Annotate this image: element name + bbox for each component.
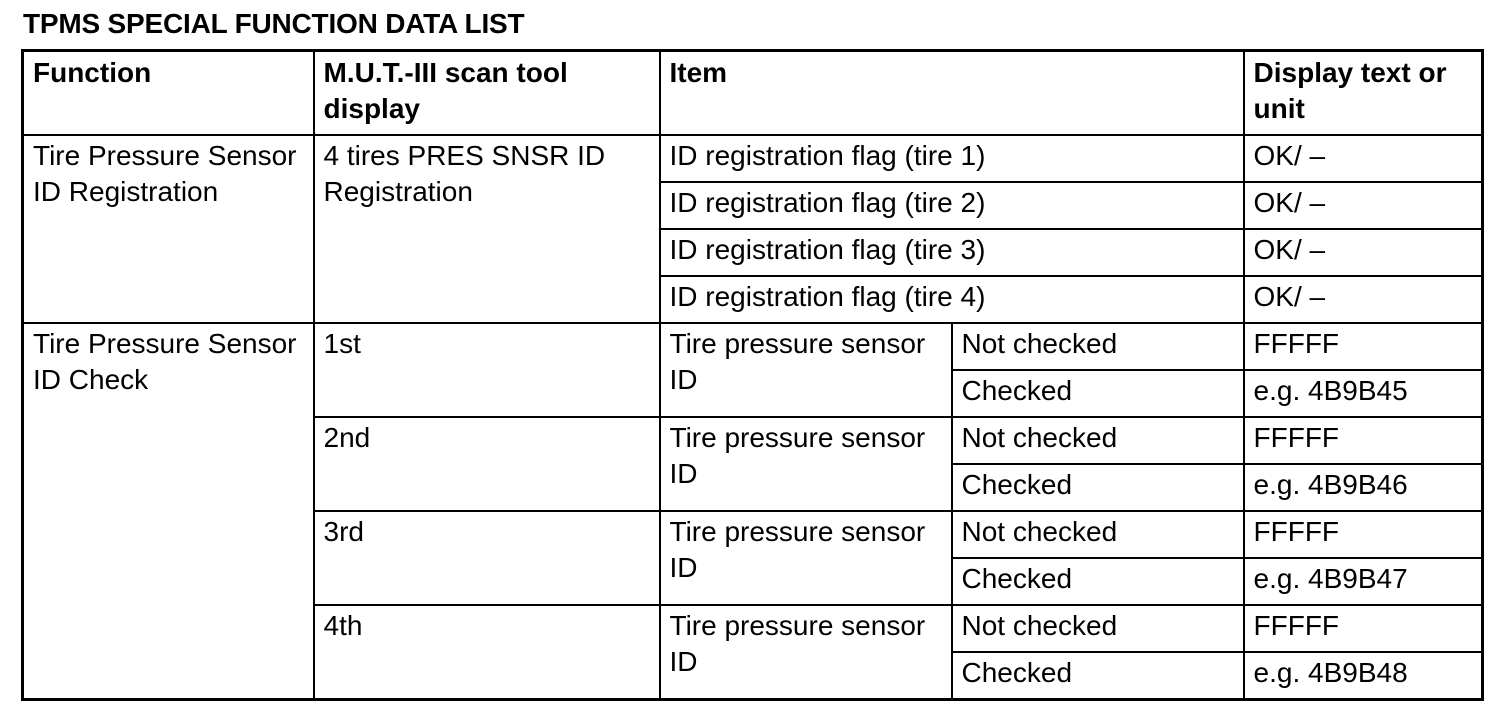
check-item-cell: Tire pressure sensor ID (660, 323, 952, 417)
registration-unit-cell: OK/ – (1244, 135, 1483, 182)
check-function-cell: Tire Pressure Sensor ID Check (23, 323, 314, 700)
registration-item-cell: ID registration flag (tire 4) (660, 276, 1244, 323)
check-state-cell: Not checked (952, 511, 1244, 558)
check-value-cell: e.g. 4B9B46 (1244, 464, 1483, 511)
check-value-cell: e.g. 4B9B47 (1244, 558, 1483, 605)
check-state-cell: Checked (952, 370, 1244, 417)
check-display-cell: 2nd (314, 417, 660, 511)
check-display-cell: 3rd (314, 511, 660, 605)
check-state-cell: Checked (952, 464, 1244, 511)
check-state-cell: Checked (952, 558, 1244, 605)
check-state-cell: Not checked (952, 323, 1244, 370)
table-row (23, 323, 1483, 370)
registration-item-cell: ID registration flag (tire 3) (660, 229, 1244, 276)
header-item: Item (660, 51, 1244, 135)
table-header-row (23, 51, 1483, 135)
check-state-cell: Not checked (952, 417, 1244, 464)
check-display-cell: 1st (314, 323, 660, 417)
registration-item-cell: ID registration flag (tire 2) (660, 182, 1244, 229)
page-title: TPMS SPECIAL FUNCTION DATA LIST (23, 8, 525, 39)
registration-unit-cell: OK/ – (1244, 229, 1483, 276)
check-item-cell: Tire pressure sensor ID (660, 605, 952, 700)
header-scan-tool-display: M.U.T.-III scan tool display (314, 51, 660, 135)
header-display-text-or-unit: Display text or unit (1244, 51, 1483, 135)
table-row (23, 135, 1483, 182)
check-value-cell: e.g. 4B9B45 (1244, 370, 1483, 417)
registration-function-cell: Tire Pressure Sensor ID Registration (23, 135, 314, 323)
registration-unit-cell: OK/ – (1244, 182, 1483, 229)
check-item-cell: Tire pressure sensor ID (660, 417, 952, 511)
check-value-cell: FFFFF (1244, 511, 1483, 558)
check-value-cell: e.g. 4B9B48 (1244, 652, 1483, 700)
registration-display-cell: 4 tires PRES SNSR ID Registration (314, 135, 660, 323)
check-value-cell: FFFFF (1244, 323, 1483, 370)
registration-item-cell: ID registration flag (tire 1) (660, 135, 1244, 182)
check-value-cell: FFFFF (1244, 605, 1483, 652)
header-function: Function (23, 51, 314, 135)
check-state-cell: Not checked (952, 605, 1244, 652)
check-display-cell: 4th (314, 605, 660, 700)
check-state-cell: Checked (952, 652, 1244, 700)
registration-unit-cell: OK/ – (1244, 276, 1483, 323)
tpms-data-table (21, 49, 1484, 701)
check-item-cell: Tire pressure sensor ID (660, 511, 952, 605)
check-value-cell: FFFFF (1244, 417, 1483, 464)
